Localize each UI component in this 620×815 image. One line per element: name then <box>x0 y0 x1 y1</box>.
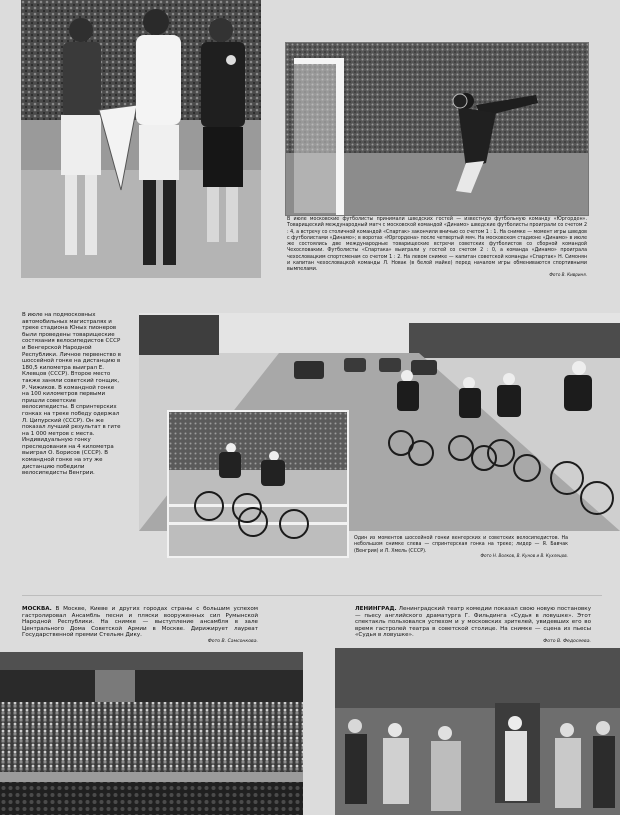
football-caption-text: В июле московские футболисты принимали шведских гостей — известную футбольную команду «Юргорден». Товарищеский международный матч с московской командой «Динамо» шведские футболисты проиграли со счетом 2 : 4, а встречу со столичной командой «Спартак» закончили вничью со счетом 1 : 1. На снимке — момент игры шведов с футболистами «Динамо»; в воротах «Юргордена» после четвертый мяч. На московском стадионе «Динамо» в июле же состоялись две международные товарищеские встречи советских футболистов со сборной командой Чехословакии. Футболисты «Спартака» выиграли у гостей со счетом 2 : 0, а команда «Динамо» проиграла чехословацким спортсменам со счетом 1 : 2. На левом снимке — капитан советской команды «Спартак» Н. Симонян и капитан чехословацкой команды Л. Новак (в белой майке) перед началом игры обмениваются спортивными вымпелами. <box>287 216 587 273</box>
cycling-photo-credit: Фото Н. Волков, В. Кунов и В. Кухлецов. <box>480 554 568 560</box>
photo-track-sprint <box>167 410 349 558</box>
football-caption <box>287 216 587 279</box>
photo-captains-exchange <box>21 0 261 278</box>
divider-line <box>22 595 602 596</box>
moscow-photo-credit: Фото В. Самсонкова. <box>207 639 258 645</box>
track-sprint-image <box>169 412 347 556</box>
leningrad-photo-credit: Фото В. Федосеева. <box>543 639 591 645</box>
moscow-caption <box>22 606 258 646</box>
leningrad-caption-text: Ленинградский театр комедии показал свою новую постановку — пьесу английского драматурга Г. Фильдинга «Судья в ловушке». Этот спектакль пользовался успехом и у московских зрителей, увидевших его во время гастролей театра в советской столице. На снимке — сцена из пьесы «Судья в ловушке». <box>355 606 592 639</box>
theatre-scene-image <box>335 648 620 815</box>
goalkeeper-save-image <box>286 43 588 215</box>
photo-ensemble-concert <box>0 652 303 815</box>
moscow-caption-text: В Москве, Киеве и других городах страны с большим успехом гастролировал Ансамбль песни и пляски вооруженных сил Румынской Народной Республики. На снимке — выступление ансамбля в зале Центрального Дома Советской Армии в Москве. Дирижирует лауреат Государственной премии Стельян Дику. <box>22 606 258 639</box>
photo-theatre-scene <box>335 648 620 815</box>
cycling-sidebar-text: В июле на подмосковных автомобильных магистралях и треке стадиона Юных пионеров были проведены товарищеские состязания велосипедистов СССР и Венгерской Народной Республики. Личное первенство в шоссейной гонке на дистанцию в 180,5 километра выиграл Е. Клевцов (СССР). Второе место также заняли советский гонщик, Р. Чижиков. В командной гонке на 100 километров первыми пришли советские велосипедисты. В спринтерских гонках на треке победу одержал Л. Ципурский (СССР). Он же показал лучший результат в гите на 1 000 метров с места. Индивидуальную гонку преследования на 4 километра выиграл О. Борисов (СССР). В командной гонке на эту же дистанцию победили велосипедисты Венгрии. <box>22 312 122 477</box>
ensemble-concert-image <box>0 652 303 815</box>
football-photo-credit: Фото В. Кивриня. <box>549 273 587 279</box>
leningrad-place-label: ЛЕНИНГРАД. <box>355 606 397 612</box>
captains-exchange-image <box>21 0 261 278</box>
photo-goalkeeper-save <box>285 42 589 216</box>
cycling-caption-text: Один из моментов шоссейной гонки венгерских и советских велосипедистов. На небольшом снимке слева — спринтерская гонка на треке; лидер — Я. Бавчак (Венгрия) и Л. Хмель (СССР). <box>354 535 568 554</box>
moscow-place-label: МОСКВА. <box>22 606 52 612</box>
leningrad-caption <box>355 606 591 646</box>
cycling-caption <box>354 535 568 561</box>
